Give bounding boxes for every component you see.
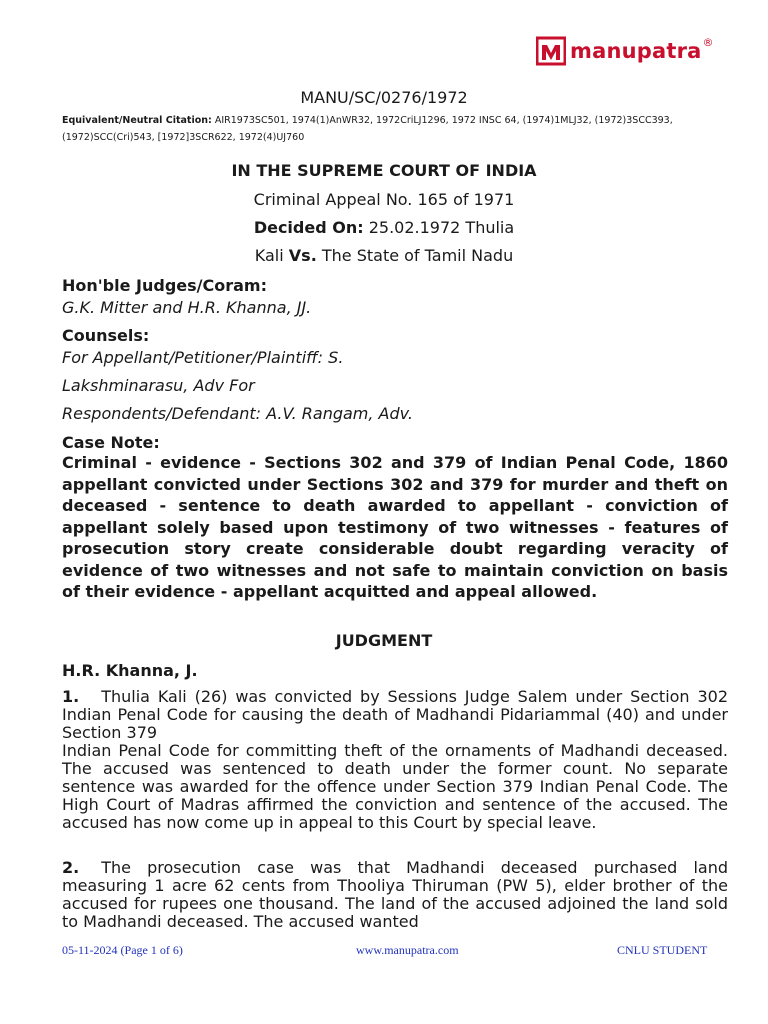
court-name: IN THE SUPREME COURT OF INDIA xyxy=(231,161,537,180)
decided-on-label: Decided On: xyxy=(253,218,364,237)
party-appellant: Kali xyxy=(254,246,284,265)
counsels-line-2: Lakshminarasu, Adv For xyxy=(62,376,255,395)
decided-on xyxy=(0,218,768,237)
counsels-label: Counsels: xyxy=(62,326,150,345)
manupatra-logo xyxy=(536,36,714,66)
equivalent-citation xyxy=(62,112,732,146)
footer-user-label: CNLU STUDENT xyxy=(617,943,708,957)
coram-label: Hon'ble Judges/Coram: xyxy=(62,276,267,295)
paragraph-lead-text: The prosecution case was that Madhandi deceased purchased land measuring 1 acre 62 cents from Thooliya Thiruman (PW 5), elder brother of the accused for rupees one thousand. The land of the accused adjoined the land sold to Madhandi deceased. The accused wanted xyxy=(62,858,728,931)
versus-label: Vs. xyxy=(288,246,317,265)
coram-judges: G.K. Mitter and H.R. Khanna, JJ. xyxy=(62,298,312,317)
paragraph-lead-text: Thulia Kali (26) was convicted by Sessions Judge Salem under Section 302 Indian Penal Code for causing the death of Madhandi Pidariammal (40) and under Section 379 xyxy=(62,687,728,742)
footer-website-link[interactable]: www.manupatra.com xyxy=(356,943,459,957)
judgment-heading: JUDGMENT xyxy=(335,631,433,650)
case-note-text: Criminal - evidence - Sections 302 and 379 of Indian Penal Code, 1860 appellant convicted under Sections 302 and 379 for murder and theft on deceased - sentence to death awarded to appellant - conviction of appellant solely based upon testimony of two witnesses - features of prosecution story create considerable doubt regarding veracity of evidence of two witnesses and not safe to maintain conviction on basis of their evidence - appellant acquitted and appeal allowed. xyxy=(62,453,728,601)
brand-name: manupatra xyxy=(570,39,702,63)
citation-id: MANU/SC/0276/1972 xyxy=(300,88,468,107)
case-parties xyxy=(0,246,768,265)
manupatra-logo-icon xyxy=(536,36,566,66)
paragraph-1 xyxy=(62,688,728,832)
appeal-number: Criminal Appeal No. 165 of 1971 xyxy=(253,190,515,209)
case-note-label: Case Note: xyxy=(62,433,160,452)
paragraph-number: 2. xyxy=(62,858,80,877)
party-respondent: The State of Tamil Nadu xyxy=(321,246,514,265)
registered-mark: ® xyxy=(702,35,714,49)
decided-on-text: 25.02.1972 Thulia xyxy=(368,218,515,237)
counsels-line-1: For Appellant/Petitioner/Plaintiff: S. xyxy=(62,348,344,367)
footer-date-page: 05-11-2024 (Page 1 of 6) xyxy=(62,943,183,957)
paragraph-number: 1. xyxy=(62,687,80,706)
paragraph-2 xyxy=(62,859,728,931)
paragraph-continued-text: Indian Penal Code for committing theft of the ornaments of Madhandi deceased. The accused was sentenced to death under the former count. No separate sentence was awarded for the offence under Section 379 Indian Penal Code. The High Court of Madras affirmed the conviction and sentence of the accused. The accused has now come up in appeal to this Court by special leave. xyxy=(62,741,728,832)
counsels-line-3: Respondents/Defendant: A.V. Rangam, Adv. xyxy=(62,404,413,423)
equivalent-citation-text: AIR1973SC501, 1974(1)AnWR32, 1972CriLJ1296, 1972 INSC 64, (1974)1MLJ32, (1972)3SCC393, (1972)SCC(Cri)543, [1972]3SCR622, 1972(4)UJ760 xyxy=(62,115,673,143)
judgment-author: H.R. Khanna, J. xyxy=(62,661,198,680)
equivalent-citation-label: Equivalent/Neutral Citation: xyxy=(62,115,212,126)
